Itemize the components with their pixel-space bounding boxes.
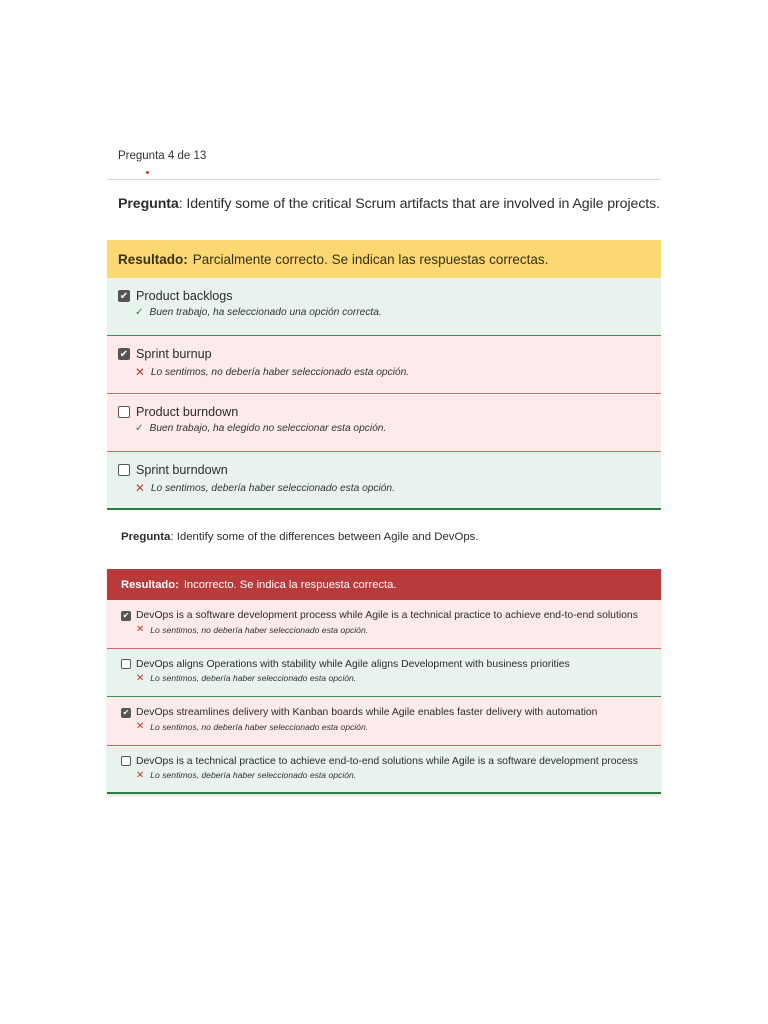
checkbox-checked-icon: ✔ — [122, 611, 130, 620]
question-label: Pregunta — [118, 196, 179, 212]
answer-option-row — [121, 756, 661, 767]
answer-feedback — [121, 673, 661, 684]
answer-option-label: DevOps streamlines delivery with Kanban boards while Agile enables faster delivery with automation — [136, 707, 598, 718]
cross-icon: ✕ — [135, 366, 145, 379]
question-1-results-panel — [107, 240, 661, 510]
result-label: Resultado: — [121, 578, 179, 591]
answer-option — [107, 452, 661, 510]
answer-option — [107, 278, 661, 336]
answer-option — [107, 394, 661, 452]
checkbox-checked-icon: ✔ — [119, 290, 129, 302]
checkbox-empty-icon — [118, 406, 130, 418]
checkbox-empty-icon — [118, 464, 130, 476]
answer-option-row — [118, 347, 661, 361]
answer-option — [107, 336, 661, 394]
answer-feedback — [118, 365, 661, 379]
answer-feedback-text: Buen trabajo, ha seleccionado una opción correcta. — [149, 307, 382, 318]
checkbox-empty-icon — [121, 659, 131, 669]
question-2-prompt — [121, 531, 479, 543]
answer-feedback — [118, 423, 661, 434]
checkmark-icon: ✓ — [135, 423, 144, 434]
cross-icon: ✕ — [135, 482, 145, 495]
result-text: Parcialmente correcto. Se indican las respuestas correctas. — [192, 251, 549, 267]
divider — [107, 179, 661, 180]
answer-option-row — [121, 610, 661, 621]
answer-feedback-text: Lo sentimos, no debería haber seleccionado esta opción. — [150, 366, 410, 378]
cross-icon: ✕ — [136, 721, 145, 732]
options-list — [107, 278, 661, 510]
question-counter: Pregunta 4 de 13 — [118, 150, 207, 162]
progress-dot — [146, 171, 149, 174]
answer-feedback — [118, 481, 661, 495]
result-banner — [107, 240, 661, 278]
answer-feedback-text: Lo sentimos, no debería haber seleccionado esta opción. — [150, 624, 369, 635]
answer-option — [107, 746, 661, 795]
answer-feedback-text: Lo sentimos, debería haber seleccionado esta opción. — [150, 482, 395, 494]
answer-feedback-text: Buen trabajo, ha elegido no seleccionar esta opción. — [149, 423, 387, 434]
answer-option — [107, 697, 661, 746]
answer-option-label: DevOps is a technical practice to achieve end-to-end solutions while Agile is a software development process — [136, 755, 638, 767]
answer-feedback — [121, 624, 661, 635]
cross-icon: ✕ — [136, 624, 145, 635]
answer-option — [107, 600, 661, 649]
answer-option-row — [118, 405, 661, 419]
options-list — [107, 600, 661, 794]
answer-option-row — [121, 659, 661, 670]
question-label: Pregunta — [121, 531, 171, 543]
checkbox-empty-icon — [121, 756, 131, 766]
question-2-results-panel — [107, 569, 661, 794]
answer-option-label: Product burndown — [136, 405, 239, 419]
checkbox-checked-icon: ✔ — [119, 348, 129, 360]
cross-icon: ✕ — [136, 672, 145, 684]
answer-option-row — [121, 707, 661, 718]
answer-feedback — [121, 721, 661, 732]
answer-feedback-text: Lo sentimos, debería haber seleccionado esta opción. — [150, 673, 357, 683]
question-1-prompt — [118, 196, 660, 212]
answer-option-row — [118, 289, 661, 303]
answer-option — [107, 649, 661, 698]
answer-feedback — [118, 307, 661, 318]
answer-option-row — [118, 463, 661, 477]
answer-option-label: Product backlogs — [136, 289, 233, 303]
answer-feedback-text: Lo sentimos, no debería haber seleccionado esta opción. — [150, 721, 369, 732]
answer-feedback — [121, 770, 661, 781]
cross-icon: ✕ — [136, 769, 145, 781]
result-banner — [107, 569, 661, 600]
answer-option-label: DevOps aligns Operations with stability while Agile aligns Development with business priorities — [136, 658, 570, 670]
checkmark-icon: ✓ — [135, 307, 144, 318]
answer-option-label: Sprint burnup — [136, 347, 212, 361]
question-text: : Identify some of the critical Scrum artifacts that are involved in Agile projects. — [178, 196, 660, 212]
question-text: : Identify some of the differences between Agile and DevOps. — [170, 531, 479, 543]
answer-option-label: DevOps is a software development process while Agile is a technical practice to achieve end-to-end solutions — [136, 610, 638, 621]
result-label: Resultado: — [118, 251, 188, 267]
checkbox-checked-icon: ✔ — [122, 708, 130, 717]
result-text: Incorrecto. Se indica la respuesta correcta. — [183, 578, 397, 591]
answer-option-label: Sprint burndown — [136, 463, 228, 477]
answer-feedback-text: Lo sentimos, debería haber seleccionado esta opción. — [150, 770, 357, 780]
